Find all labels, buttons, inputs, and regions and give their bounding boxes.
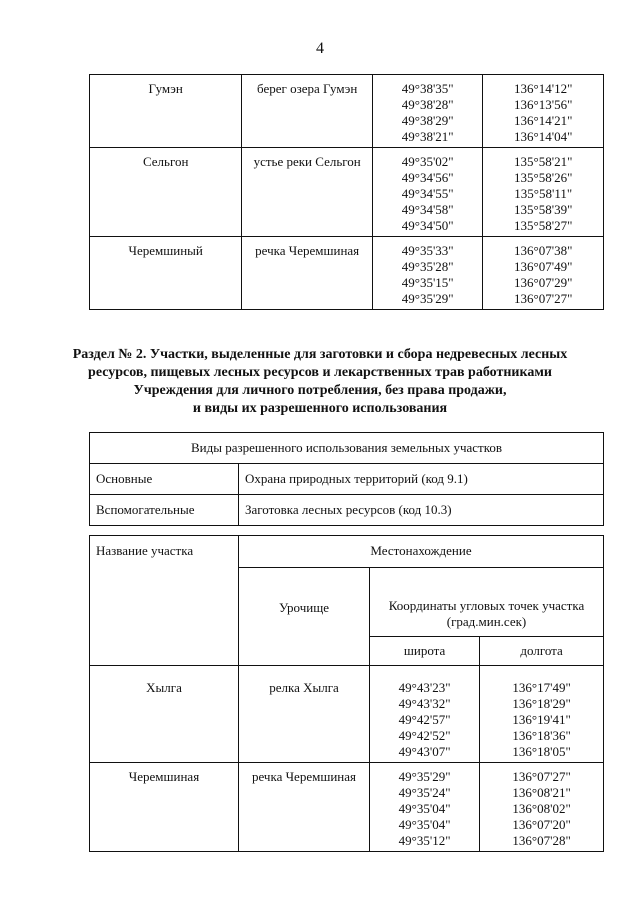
table-row [90, 75, 604, 148]
plot-name: Черемшиная [90, 763, 239, 852]
latitude-value: 49°43'23" [398, 680, 451, 695]
latitude-value: 49°43'32" [398, 696, 451, 711]
plot-name: Гумэн [90, 75, 242, 148]
plots-table-continued [89, 74, 604, 310]
longitude-value: 136°08'02" [512, 801, 571, 816]
plot-latitudes [370, 763, 480, 852]
land-use-table [89, 432, 604, 526]
longitude-value: 136°14'04" [514, 129, 573, 144]
longitude-value: 136°19'41" [512, 712, 571, 727]
latitude-value: 49°34'55" [401, 186, 454, 201]
latitude-value: 49°42'52" [398, 728, 451, 743]
plot-latitudes [372, 75, 483, 148]
longitude-value: 136°07'38" [514, 243, 573, 258]
table-row [90, 148, 604, 237]
table-row [90, 237, 604, 310]
section-title-line: и виды их разрешенного использования [192, 401, 448, 416]
plot-location: речка Черемшиная [239, 763, 370, 852]
header-urochishche: Урочище [239, 568, 370, 666]
latitude-value: 49°35'24" [398, 785, 451, 800]
latitude-value: 49°35'28" [401, 259, 454, 274]
plot-latitudes [372, 237, 483, 310]
longitude-value: 136°08'21" [512, 785, 571, 800]
longitude-value: 135°58'39" [514, 202, 573, 217]
longitude-value: 136°13'56" [514, 97, 573, 112]
latitude-value: 49°35'29" [401, 291, 454, 306]
plot-location: устье реки Сельгон [242, 148, 373, 237]
latitude-value: 49°34'56" [401, 170, 454, 185]
latitude-value: 49°38'35" [401, 81, 454, 96]
latitude-value: 49°34'50" [401, 218, 454, 233]
plot-longitudes [483, 237, 604, 310]
plot-longitudes [483, 148, 604, 237]
table-row [90, 666, 604, 763]
longitude-value: 136°07'49" [514, 259, 573, 274]
section-title [40, 346, 600, 418]
plot-location: берег озера Гумэн [242, 75, 373, 148]
plot-name: Хылга [90, 666, 239, 763]
longitude-value: 136°14'21" [514, 113, 573, 128]
table-header-row [90, 536, 604, 568]
land-use-header: Виды разрешенного использования земельных участков [90, 433, 604, 464]
use-kind: Вспомогательные [90, 495, 239, 526]
header-longitude: долгота [480, 637, 604, 666]
table-row [90, 495, 604, 526]
latitude-value: 49°34'58" [401, 202, 454, 217]
latitude-value: 49°42'57" [398, 712, 451, 727]
use-kind: Основные [90, 464, 239, 495]
latitude-value: 49°38'21" [401, 129, 454, 144]
longitude-value: 136°07'29" [514, 275, 573, 290]
latitude-value: 49°38'29" [401, 113, 454, 128]
table-row [90, 763, 604, 852]
table-header-row [90, 433, 604, 464]
latitude-value: 49°35'15" [401, 275, 454, 290]
longitude-value: 136°07'20" [512, 817, 571, 832]
latitude-value: 49°35'12" [398, 833, 451, 848]
latitude-value: 49°38'28" [401, 97, 454, 112]
table-row [90, 464, 604, 495]
longitude-value: 136°07'28" [512, 833, 571, 848]
use-value: Заготовка лесных ресурсов (код 10.3) [239, 495, 604, 526]
plot-latitudes [370, 666, 480, 763]
latitude-value: 49°35'04" [398, 801, 451, 816]
longitude-value: 136°07'27" [514, 291, 573, 306]
longitude-value: 136°14'12" [514, 81, 573, 96]
section-title-line: ресурсов, пищевых лесных ресурсов и лекарственных трав работниками [88, 365, 552, 380]
collection-plots-table [89, 535, 604, 852]
plot-location: релка Хылга [239, 666, 370, 763]
header-plot-name: Название участка [90, 536, 239, 666]
longitude-value: 136°18'36" [512, 728, 571, 743]
plot-longitudes [480, 666, 604, 763]
plot-longitudes [480, 763, 604, 852]
latitude-value: 49°35'02" [401, 154, 454, 169]
section-title-line: Учреждения для личного потребления, без права продажи, [133, 383, 507, 398]
page-number: 4 [316, 40, 324, 57]
header-location: Местонахождение [239, 536, 604, 568]
plot-longitudes [483, 75, 604, 148]
longitude-value: 135°58'27" [514, 218, 573, 233]
longitude-value: 135°58'21" [514, 154, 573, 169]
latitude-value: 49°35'33" [401, 243, 454, 258]
header-coordinates: Координаты угловых точек участка (град.мин.сек) [370, 568, 604, 637]
latitude-value: 49°35'29" [398, 769, 451, 784]
section-title-line: Раздел № 2. Участки, выделенные для заготовки и сбора недревесных лесных [72, 347, 568, 362]
plot-latitudes [372, 148, 483, 237]
longitude-value: 136°18'05" [512, 744, 571, 759]
use-value: Охрана природных территорий (код 9.1) [239, 464, 604, 495]
longitude-value: 136°18'29" [512, 696, 571, 711]
plot-location: речка Черемшиная [242, 237, 373, 310]
longitude-value: 136°17'49" [512, 680, 571, 695]
longitude-value: 135°58'26" [514, 170, 573, 185]
longitude-value: 136°07'27" [512, 769, 571, 784]
plot-name: Сельгон [90, 148, 242, 237]
latitude-value: 49°43'07" [398, 744, 451, 759]
plot-name: Черемшиный [90, 237, 242, 310]
header-latitude: широта [370, 637, 480, 666]
latitude-value: 49°35'04" [398, 817, 451, 832]
longitude-value: 135°58'11" [514, 186, 573, 201]
